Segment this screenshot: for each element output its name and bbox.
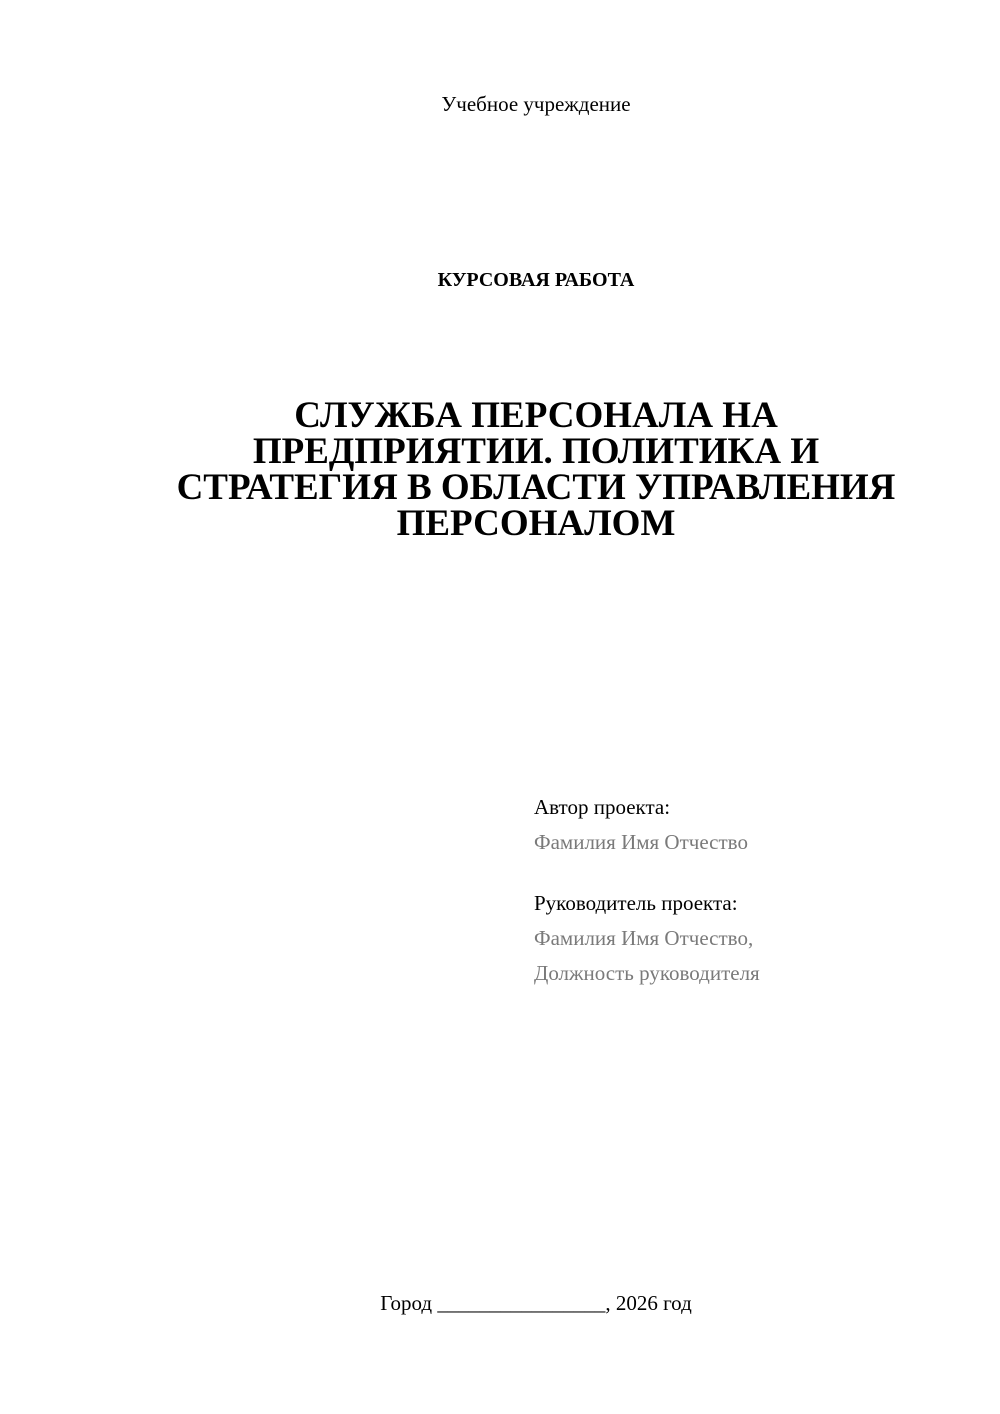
title-line: ПЕРСОНАЛОМ — [396, 503, 676, 544]
city-blank: ________________ — [437, 1291, 606, 1315]
document-title — [120, 395, 952, 544]
author-name: Фамилия Имя Отчество — [534, 830, 748, 854]
supervisor-position: Должность руководителя — [534, 961, 760, 985]
title-line: СЛУЖБА ПЕРСОНАЛА НА — [294, 395, 778, 436]
title-line: СТРАТЕГИЯ В ОБЛАСТИ УПРАВЛЕНИЯ — [176, 467, 896, 508]
city-label: Город — [380, 1291, 433, 1315]
project-info — [534, 790, 954, 991]
work-type-heading: КУРСОВАЯ РАБОТА — [437, 269, 635, 291]
city-year-line — [0, 1291, 1000, 1316]
supervisor-label: Руководитель проекта: — [534, 891, 738, 915]
supervisor-name: Фамилия Имя Отчество, — [534, 926, 754, 950]
institution-name: Учебное учреждение — [441, 92, 631, 116]
author-label: Автор проекта: — [534, 795, 671, 819]
spacer — [534, 860, 954, 886]
title-line: ПРЕДПРИЯТИИ. ПОЛИТИКА И — [252, 431, 820, 472]
year-text: , 2026 год — [605, 1291, 692, 1315]
